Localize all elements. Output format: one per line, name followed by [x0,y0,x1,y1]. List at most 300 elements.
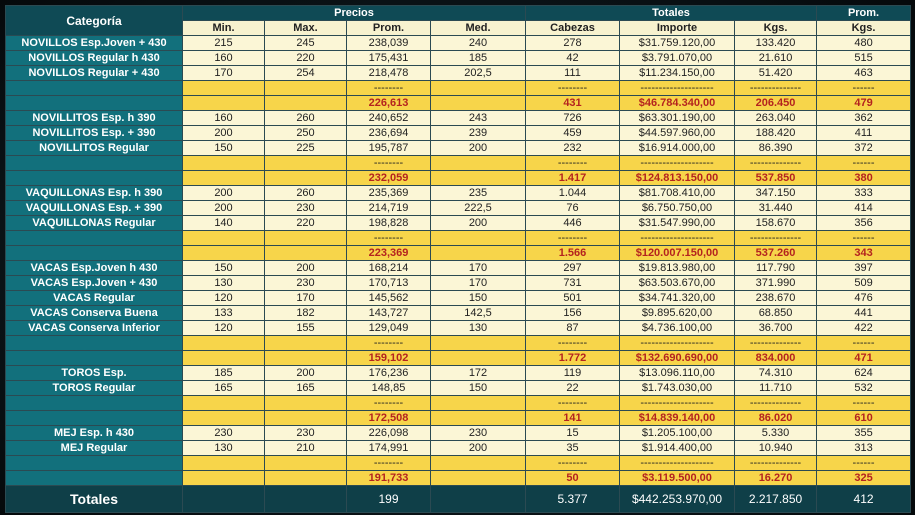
value-cell: 459 [526,126,620,141]
separator-cell: ------ [817,231,911,246]
subtotal-cell: $46.784.340,00 [620,96,735,111]
subtotal-cell [265,171,347,186]
value-cell: 501 [526,291,620,306]
value-cell: 142,5 [431,306,526,321]
value-cell: 239 [431,126,526,141]
table-body [6,36,911,486]
separator-cell: -------- [347,396,431,411]
separator-cell: -------------------- [620,231,735,246]
value-cell: 143,727 [347,306,431,321]
subtotal-cell: 610 [817,411,911,426]
subtotal-cell: 471 [817,351,911,366]
value-cell: 160 [183,51,265,66]
value-cell: 5.330 [735,426,817,441]
table-row [6,261,911,276]
grand-total-label: Totales [6,486,183,513]
category-cell: TOROS Regular [6,381,183,396]
separator-cell: -------- [347,156,431,171]
category-blank [6,336,183,351]
subheader-med: Med. [431,21,526,36]
category-cell: VACAS Regular [6,291,183,306]
separator-cell: -------------------- [620,336,735,351]
subheader-min: Min. [183,21,265,36]
value-cell: 313 [817,441,911,456]
value-cell: 140 [183,216,265,231]
value-cell: 463 [817,66,911,81]
value-cell: 260 [265,111,347,126]
subtotal-cell: 226,613 [347,96,431,111]
subtotal-cell: $124.813.150,00 [620,171,735,186]
value-cell: 200 [431,216,526,231]
separator-row [6,81,911,96]
subtotal-row [6,411,911,426]
grand-blank [431,486,526,513]
separator-cell: -------------------- [620,81,735,96]
subtotal-cell: $3.119.500,00 [620,471,735,486]
value-cell: 130 [183,276,265,291]
separator-row [6,156,911,171]
value-cell: 133 [183,306,265,321]
table-row [6,366,911,381]
subtotal-cell: 325 [817,471,911,486]
value-cell: 254 [265,66,347,81]
separator-cell [431,231,526,246]
value-cell: 235 [431,186,526,201]
subtotal-cell [183,171,265,186]
separator-cell [265,456,347,471]
separator-cell [431,81,526,96]
value-cell: 188.420 [735,126,817,141]
category-cell: NOVILLOS Esp.Joven + 430 [6,36,183,51]
value-cell: 150 [183,141,265,156]
value-cell: 120 [183,291,265,306]
category-blank [6,156,183,171]
value-cell: 441 [817,306,911,321]
value-cell: $63.503.670,00 [620,276,735,291]
subtotal-cell [431,471,526,486]
subtotal-cell [183,411,265,426]
category-cell: VACAS Conserva Buena [6,306,183,321]
value-cell: $11.234.150,00 [620,66,735,81]
value-cell: 236,694 [347,126,431,141]
value-cell: $31.759.120,00 [620,36,735,51]
table-row [6,186,911,201]
category-blank [6,231,183,246]
value-cell: $3.791.070,00 [620,51,735,66]
category-blank [6,411,183,426]
value-cell: 156 [526,306,620,321]
category-cell: VAQUILLONAS Esp. + 390 [6,201,183,216]
value-cell: 150 [431,381,526,396]
value-cell: 411 [817,126,911,141]
value-cell: 130 [431,321,526,336]
value-cell: 240,652 [347,111,431,126]
table-row [6,306,911,321]
table-row [6,426,911,441]
value-cell: 278 [526,36,620,51]
value-cell: 185 [183,366,265,381]
separator-cell: -------------- [735,456,817,471]
value-cell: $63.301.190,00 [620,111,735,126]
value-cell: 238.670 [735,291,817,306]
grand-importe: $442.253.970,00 [620,486,735,513]
value-cell: $16.914.000,00 [620,141,735,156]
subtotal-cell: 232,059 [347,171,431,186]
separator-cell: ------ [817,396,911,411]
category-blank [6,246,183,261]
category-blank [6,171,183,186]
value-cell: 476 [817,291,911,306]
value-cell: 230 [265,426,347,441]
value-cell: 155 [265,321,347,336]
table-row [6,126,911,141]
grand-blank [183,486,265,513]
subtotal-cell: 343 [817,246,911,261]
separator-cell [431,396,526,411]
value-cell: 260 [265,186,347,201]
value-cell: 170 [431,261,526,276]
price-table [5,5,911,513]
subtotal-cell [265,471,347,486]
value-cell: 87 [526,321,620,336]
value-cell: 243 [431,111,526,126]
subtotal-cell: 1.566 [526,246,620,261]
subtotal-row [6,171,911,186]
value-cell: 532 [817,381,911,396]
header-prom: Prom. [817,6,911,21]
separator-cell [431,456,526,471]
category-blank [6,81,183,96]
value-cell: 230 [431,426,526,441]
value-cell: 160 [183,111,265,126]
separator-cell [265,81,347,96]
value-cell: 509 [817,276,911,291]
separator-cell: ------ [817,81,911,96]
subtotal-cell [431,96,526,111]
grand-prom-kgs: 412 [817,486,911,513]
subtotal-cell [431,411,526,426]
value-cell: 86.390 [735,141,817,156]
table-row [6,201,911,216]
table-row [6,321,911,336]
separator-cell: -------------- [735,336,817,351]
category-cell: NOVILLITOS Esp. h 390 [6,111,183,126]
value-cell: 176,236 [347,366,431,381]
value-cell: 170 [265,291,347,306]
value-cell: 145,562 [347,291,431,306]
value-cell: $1.914.400,00 [620,441,735,456]
value-cell: 414 [817,201,911,216]
value-cell: 35 [526,441,620,456]
value-cell: 226,098 [347,426,431,441]
separator-cell: -------------------- [620,156,735,171]
separator-cell [265,336,347,351]
category-blank [6,456,183,471]
separator-cell [431,156,526,171]
separator-cell: ------ [817,336,911,351]
value-cell: 165 [265,381,347,396]
separator-cell [265,231,347,246]
header-totales: Totales [526,6,817,21]
subtotal-cell: 537.850 [735,171,817,186]
separator-cell: -------- [347,336,431,351]
value-cell: 133.420 [735,36,817,51]
value-cell: $1.743.030,00 [620,381,735,396]
value-cell: 172 [431,366,526,381]
separator-row [6,336,911,351]
value-cell: 158.670 [735,216,817,231]
subheader-cabezas: Cabezas [526,21,620,36]
subtotal-cell [265,246,347,261]
value-cell: 195,787 [347,141,431,156]
table-row [6,141,911,156]
grand-total-row [6,486,911,513]
value-cell: 170,713 [347,276,431,291]
value-cell: 200 [265,261,347,276]
header-categoria: Categoría [6,6,183,36]
value-cell: 200 [431,441,526,456]
separator-cell: -------------- [735,156,817,171]
separator-cell [183,396,265,411]
value-cell: 174,991 [347,441,431,456]
value-cell: 356 [817,216,911,231]
value-cell: 10.940 [735,441,817,456]
value-cell: 235,369 [347,186,431,201]
value-cell: 129,049 [347,321,431,336]
value-cell: 202,5 [431,66,526,81]
subtotal-row [6,246,911,261]
value-cell: 230 [183,426,265,441]
category-cell: VACAS Esp.Joven h 430 [6,261,183,276]
subtotal-cell: 834.000 [735,351,817,366]
value-cell: 200 [265,366,347,381]
value-cell: 397 [817,261,911,276]
subtotal-cell: 537.260 [735,246,817,261]
separator-cell [183,336,265,351]
value-cell: 297 [526,261,620,276]
value-cell: 150 [183,261,265,276]
grand-kgs: 2.217.850 [735,486,817,513]
value-cell: 238,039 [347,36,431,51]
value-cell: 42 [526,51,620,66]
value-cell: $13.096.110,00 [620,366,735,381]
subtotal-cell [265,411,347,426]
separator-cell [183,81,265,96]
grand-cabezas: 5.377 [526,486,620,513]
subtotal-cell [183,351,265,366]
value-cell: $34.741.320,00 [620,291,735,306]
value-cell: 74.310 [735,366,817,381]
value-cell: 263.040 [735,111,817,126]
subtotal-cell: 380 [817,171,911,186]
subtotal-cell: 159,102 [347,351,431,366]
subtotal-cell: $120.007.150,00 [620,246,735,261]
value-cell: 480 [817,36,911,51]
value-cell: 198,828 [347,216,431,231]
value-cell: 175,431 [347,51,431,66]
value-cell: 168,214 [347,261,431,276]
subtotal-cell [183,96,265,111]
separator-cell [265,396,347,411]
separator-cell: -------- [526,396,620,411]
value-cell: $81.708.410,00 [620,186,735,201]
value-cell: 422 [817,321,911,336]
value-cell: 51.420 [735,66,817,81]
value-cell: $6.750.750,00 [620,201,735,216]
separator-cell: -------- [347,456,431,471]
value-cell: 31.440 [735,201,817,216]
subtotal-cell: 223,369 [347,246,431,261]
value-cell: 215 [183,36,265,51]
value-cell: 1.044 [526,186,620,201]
value-cell: 200 [431,141,526,156]
subtotal-cell: 206.450 [735,96,817,111]
subtotal-cell: 431 [526,96,620,111]
subheader-max: Max. [265,21,347,36]
value-cell: 371.990 [735,276,817,291]
category-blank [6,351,183,366]
value-cell: 130 [183,441,265,456]
value-cell: 170 [431,276,526,291]
category-cell: MEJ Regular [6,441,183,456]
category-cell: MEJ Esp. h 430 [6,426,183,441]
separator-cell [431,336,526,351]
table-row [6,276,911,291]
separator-cell: -------- [526,336,620,351]
value-cell: 250 [265,126,347,141]
category-cell: TOROS Esp. [6,366,183,381]
separator-row [6,456,911,471]
subtotal-cell [431,246,526,261]
subtotal-cell [183,471,265,486]
category-blank [6,396,183,411]
value-cell: 225 [265,141,347,156]
value-cell: 11.710 [735,381,817,396]
subtotal-cell: 1.772 [526,351,620,366]
separator-cell: -------- [526,156,620,171]
subtotal-cell [265,96,347,111]
value-cell: 148,85 [347,381,431,396]
value-cell: $19.813.980,00 [620,261,735,276]
subtotal-cell: 479 [817,96,911,111]
separator-cell: -------------- [735,396,817,411]
value-cell: 222,5 [431,201,526,216]
subtotal-cell: 1.417 [526,171,620,186]
value-cell: $9.895.620,00 [620,306,735,321]
separator-cell: -------------------- [620,456,735,471]
table-row [6,36,911,51]
value-cell: 185 [431,51,526,66]
value-cell: 515 [817,51,911,66]
category-cell: VAQUILLONAS Regular [6,216,183,231]
subtotal-row [6,351,911,366]
subtotal-cell [431,351,526,366]
separator-row [6,231,911,246]
subtotal-cell [183,246,265,261]
subtotal-cell [431,171,526,186]
table-row [6,51,911,66]
subtotal-row [6,96,911,111]
subtotal-cell: $14.839.140,00 [620,411,735,426]
value-cell: 22 [526,381,620,396]
value-cell: 210 [265,441,347,456]
value-cell: $4.736.100,00 [620,321,735,336]
table-row [6,381,911,396]
value-cell: 200 [183,126,265,141]
separator-row [6,396,911,411]
value-cell: 230 [265,201,347,216]
value-cell: 21.610 [735,51,817,66]
value-cell: 220 [265,51,347,66]
subtotal-cell: 16.270 [735,471,817,486]
category-cell: VAQUILLONAS Esp. h 390 [6,186,183,201]
subtotal-cell: 141 [526,411,620,426]
value-cell: 446 [526,216,620,231]
value-cell: 117.790 [735,261,817,276]
price-table-container [5,5,910,513]
value-cell: 170 [183,66,265,81]
value-cell: 36.700 [735,321,817,336]
separator-cell: -------- [347,81,431,96]
value-cell: 111 [526,66,620,81]
subtotal-cell: 191,733 [347,471,431,486]
category-cell: NOVILLITOS Regular [6,141,183,156]
value-cell: 150 [431,291,526,306]
separator-cell [183,231,265,246]
subheader-prom-kgs: Kgs. [817,21,911,36]
value-cell: $1.205.100,00 [620,426,735,441]
table-row [6,216,911,231]
table-row [6,111,911,126]
separator-cell: -------------------- [620,396,735,411]
separator-cell [183,156,265,171]
subtotal-cell: 86.020 [735,411,817,426]
subtotal-cell: $132.690.690,00 [620,351,735,366]
category-cell: NOVILLITOS Esp. + 390 [6,126,183,141]
subtotal-cell [265,351,347,366]
category-cell: NOVILLOS Regular + 430 [6,66,183,81]
grand-prom: 199 [347,486,431,513]
grand-blank [265,486,347,513]
subheader-importe: Importe [620,21,735,36]
header-precios: Precios [183,6,526,21]
category-cell: NOVILLOS Regular h 430 [6,51,183,66]
value-cell: 15 [526,426,620,441]
separator-cell: -------- [526,456,620,471]
separator-cell: -------- [347,231,431,246]
value-cell: 214,719 [347,201,431,216]
subheader-prom: Prom. [347,21,431,36]
value-cell: 76 [526,201,620,216]
value-cell: 726 [526,111,620,126]
value-cell: 333 [817,186,911,201]
value-cell: 372 [817,141,911,156]
subtotal-cell: 172,508 [347,411,431,426]
category-cell: VACAS Conserva Inferior [6,321,183,336]
category-blank [6,471,183,486]
table-row [6,441,911,456]
separator-cell: ------ [817,456,911,471]
value-cell: 119 [526,366,620,381]
separator-cell [265,156,347,171]
value-cell: 165 [183,381,265,396]
category-blank [6,96,183,111]
separator-cell: -------- [526,81,620,96]
value-cell: 200 [183,201,265,216]
separator-cell: -------------- [735,81,817,96]
value-cell: 240 [431,36,526,51]
separator-cell: ------ [817,156,911,171]
